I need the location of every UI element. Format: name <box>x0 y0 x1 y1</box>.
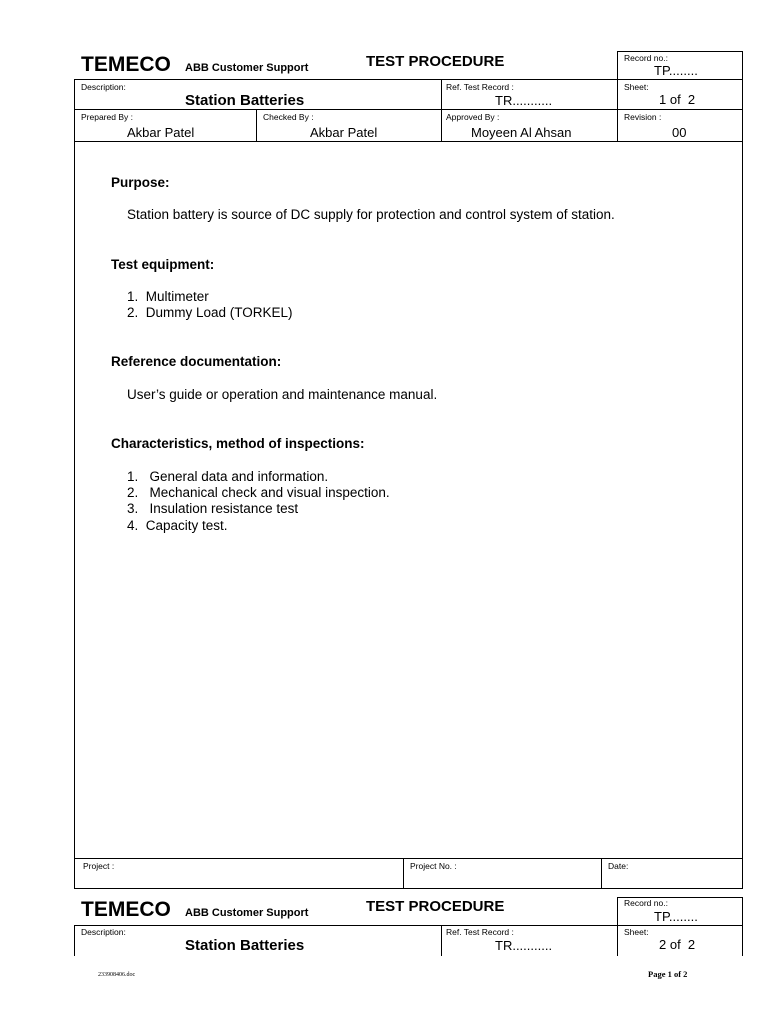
approved-by-value: Moyeen Al Ahsan <box>471 125 572 140</box>
revision-value: 00 <box>672 125 687 140</box>
brand-name: TEMECO <box>81 53 171 76</box>
footer-page-number: Page 1 of 2 <box>648 969 688 979</box>
record-label: Record no.: <box>624 53 668 63</box>
brand-name: TEMECO <box>81 898 171 921</box>
brand-subtitle: ABB Customer Support <box>185 907 309 919</box>
record-value: TP........ <box>654 63 698 78</box>
test-equipment-heading: Test equipment: <box>111 257 215 272</box>
project-label: Project : <box>83 861 115 871</box>
approved-by-label: Approved By : <box>446 112 500 122</box>
characteristics-item: 2. Mechanical check and visual inspection. <box>127 485 390 500</box>
ref-test-record-label: Ref. Test Record : <box>446 82 514 92</box>
sheet-label: Sheet: <box>624 82 649 92</box>
checked-by-value: Akbar Patel <box>310 125 378 140</box>
description-label: Description: <box>81 82 126 92</box>
sheet-value: 1 of 2 <box>659 92 696 107</box>
date-label: Date: <box>608 861 629 871</box>
description-value: Station Batteries <box>185 92 305 109</box>
characteristics-heading: Characteristics, method of inspections: <box>111 436 365 451</box>
record-label: Record no.: <box>624 898 668 908</box>
sheet-value: 2 of 2 <box>659 937 696 952</box>
document-type: TEST PROCEDURE <box>366 898 505 915</box>
equipment-item: 2. Dummy Load (TORKEL) <box>127 305 293 320</box>
ref-test-record-label: Ref. Test Record : <box>446 927 514 937</box>
prepared-by-label: Prepared By : <box>81 112 133 122</box>
ref-test-record-value: TR........... <box>495 93 553 108</box>
revision-label: Revision : <box>624 112 662 122</box>
project-no-label: Project No. : <box>410 861 457 871</box>
characteristics-item: 3. Insulation resistance test <box>127 501 299 516</box>
description-value: Station Batteries <box>185 937 305 954</box>
equipment-item: 1. Multimeter <box>127 289 209 304</box>
reference-text: User’s guide or operation and maintenance manual. <box>127 387 438 402</box>
characteristics-item: 1. General data and information. <box>127 469 329 484</box>
document-type: TEST PROCEDURE <box>366 53 505 70</box>
prepared-by-value: Akbar Patel <box>127 125 195 140</box>
purpose-text: Station battery is source of DC supply for protection and control system of station. <box>127 207 615 222</box>
description-label: Description: <box>81 927 126 937</box>
characteristics-item: 4. Capacity test. <box>127 518 228 533</box>
record-value: TP........ <box>654 909 698 924</box>
sheet-label: Sheet: <box>624 927 649 937</box>
footer-filename: 233908406.doc <box>98 972 136 978</box>
checked-by-label: Checked By : <box>263 112 314 122</box>
ref-test-record-value: TR........... <box>495 938 553 953</box>
reference-documentation-heading: Reference documentation: <box>111 354 282 369</box>
purpose-heading: Purpose: <box>111 175 170 190</box>
brand-subtitle: ABB Customer Support <box>185 62 309 74</box>
